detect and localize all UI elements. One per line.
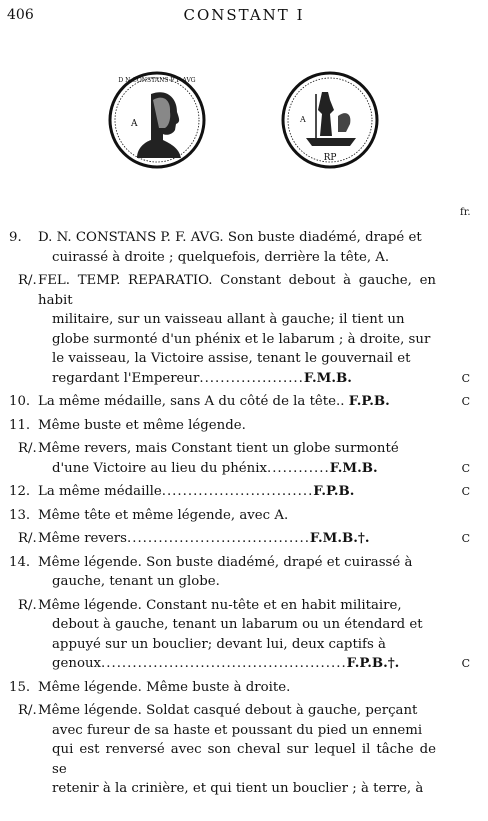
entry-line: D. N. CONSTANS P. F. AVG. Son buste diadémé, drapé et	[38, 230, 422, 245]
entry-9	[0, 228, 488, 267]
entry-line-last: d'une Victoire au lieu du phénix............F.M.B.	[52, 460, 378, 476]
entry-15-reverse	[0, 701, 488, 799]
entry-14	[0, 553, 488, 592]
entry-number: 13.	[9, 507, 31, 523]
entry-13-reverse	[0, 529, 488, 549]
rarity: C	[461, 485, 470, 498]
entry-line: FEL. TEMP. REPARATIO. Constant debout à gauche, en habit	[38, 273, 436, 308]
entry-line: avec fureur de sa haste et poussant du pied un ennemi	[52, 722, 423, 738]
entry-value: F.P.B.	[313, 484, 355, 499]
entry-value: F.P.B.	[348, 394, 390, 409]
entry-line: appuyé sur un bouclier; devant lui, deux captifs à	[52, 636, 386, 652]
entry-value: F.P.B.†.	[346, 656, 400, 671]
margin-note: fr.	[460, 207, 471, 218]
svg-text:A: A	[300, 115, 306, 124]
entry-number: 12.	[9, 484, 31, 499]
entry-line-last: genoux...............................................F.P.B.†.	[52, 656, 400, 671]
entry-line: Même légende. Soldat casqué debout à gauche, perçant	[38, 703, 418, 718]
entry-line-last: regardant l'Empereur....................F.M.B.	[52, 370, 352, 386]
svg-text:RP: RP	[323, 153, 337, 163]
rarity: C	[461, 657, 470, 670]
entry-line: regardant l'Empereur	[52, 370, 200, 386]
entry-line: Même légende. Son buste diadémé, drapé et cuirassé à	[38, 554, 413, 570]
entry-line: qui est renversé avec son cheval sur lequel il tâche de se	[52, 742, 436, 777]
entry-line: Même légende. Même buste à droite.	[38, 679, 291, 695]
reverse-mark: R/.	[18, 273, 37, 288]
rarity: C	[461, 532, 470, 545]
entry-13	[0, 506, 488, 526]
obverse-coin-image	[107, 70, 207, 170]
svg-text:A: A	[131, 119, 138, 129]
page-number: 406	[7, 7, 34, 23]
catalogue-entries	[0, 228, 488, 799]
entry-line: Même buste et même légende.	[38, 417, 246, 433]
entry-line: le vaisseau, la Victoire assise, tenant le gouvernail et	[52, 351, 411, 366]
entry-15	[0, 678, 488, 698]
entry-number: 15.	[9, 679, 31, 695]
reverse-mark: R/.	[18, 703, 37, 718]
rarity: C	[461, 371, 470, 385]
entry-line: cuirassé à droite ; quelquefois, derrière la tête, A.	[52, 249, 390, 265]
reverse-mark: R/.	[18, 531, 37, 546]
rarity: C	[461, 461, 470, 475]
entry-number: 14.	[9, 554, 31, 570]
entry-11-reverse	[0, 439, 488, 478]
entry-line: La même médaille	[38, 484, 162, 499]
entry-line: gauche, tenant un globe.	[52, 574, 220, 589]
entry-number: 10.	[9, 394, 31, 409]
entry-line: retenir à la crinière, et qui tient un bouclier ; à terre, à	[52, 781, 424, 796]
entry-14-reverse	[0, 596, 488, 674]
entry-number: 9.	[9, 230, 22, 245]
entry-line: genoux	[52, 656, 102, 671]
entry-line: Même revers	[38, 531, 127, 546]
entry-line-last: Même revers...................................F.M.B.†.	[38, 531, 370, 546]
entry-line: Même légende. Constant nu-tête et en habit militaire,	[38, 597, 402, 613]
reverse-mark: R/.	[18, 441, 37, 456]
coin-illustrations	[0, 70, 488, 200]
entry-9-reverse	[0, 271, 488, 388]
entry-number: 11.	[9, 417, 31, 433]
page-header	[0, 6, 488, 26]
entry-line: Même tête et même légende, avec A.	[38, 507, 289, 523]
reverse-coin-image	[280, 70, 380, 170]
rarity: C	[461, 395, 470, 408]
svg-text:D N CONSTANS P F AVG: D N CONSTANS P F AVG	[118, 77, 196, 84]
reverse-mark: R/.	[18, 597, 37, 613]
entry-10	[0, 392, 488, 412]
entry-line: globe surmonté d'un phénix et le labarum ; à droite, sur	[52, 331, 431, 347]
entry-line: Même revers, mais Constant tient un globe surmonté	[38, 441, 399, 456]
entry-value: F.M.B.	[329, 460, 378, 476]
entry-line: La même médaille, sans A du côté de la tête..	[38, 394, 345, 409]
entry-11	[0, 416, 488, 436]
entry-line-last	[38, 392, 436, 412]
entry-line-last: La même médaille.............................F.P.B.	[38, 484, 355, 499]
entry-12	[0, 482, 488, 502]
entry-line: debout à gauche, tenant un labarum ou un étendard et	[52, 617, 423, 632]
entry-value: F.M.B.†.	[309, 531, 370, 546]
entry-line: d'une Victoire au lieu du phénix	[52, 460, 267, 476]
entry-value: F.M.B.	[303, 370, 352, 386]
running-title: CONSTANT I	[183, 6, 305, 24]
entry-line: militaire, sur un vaisseau allant à gauche; il tient un	[52, 312, 405, 327]
